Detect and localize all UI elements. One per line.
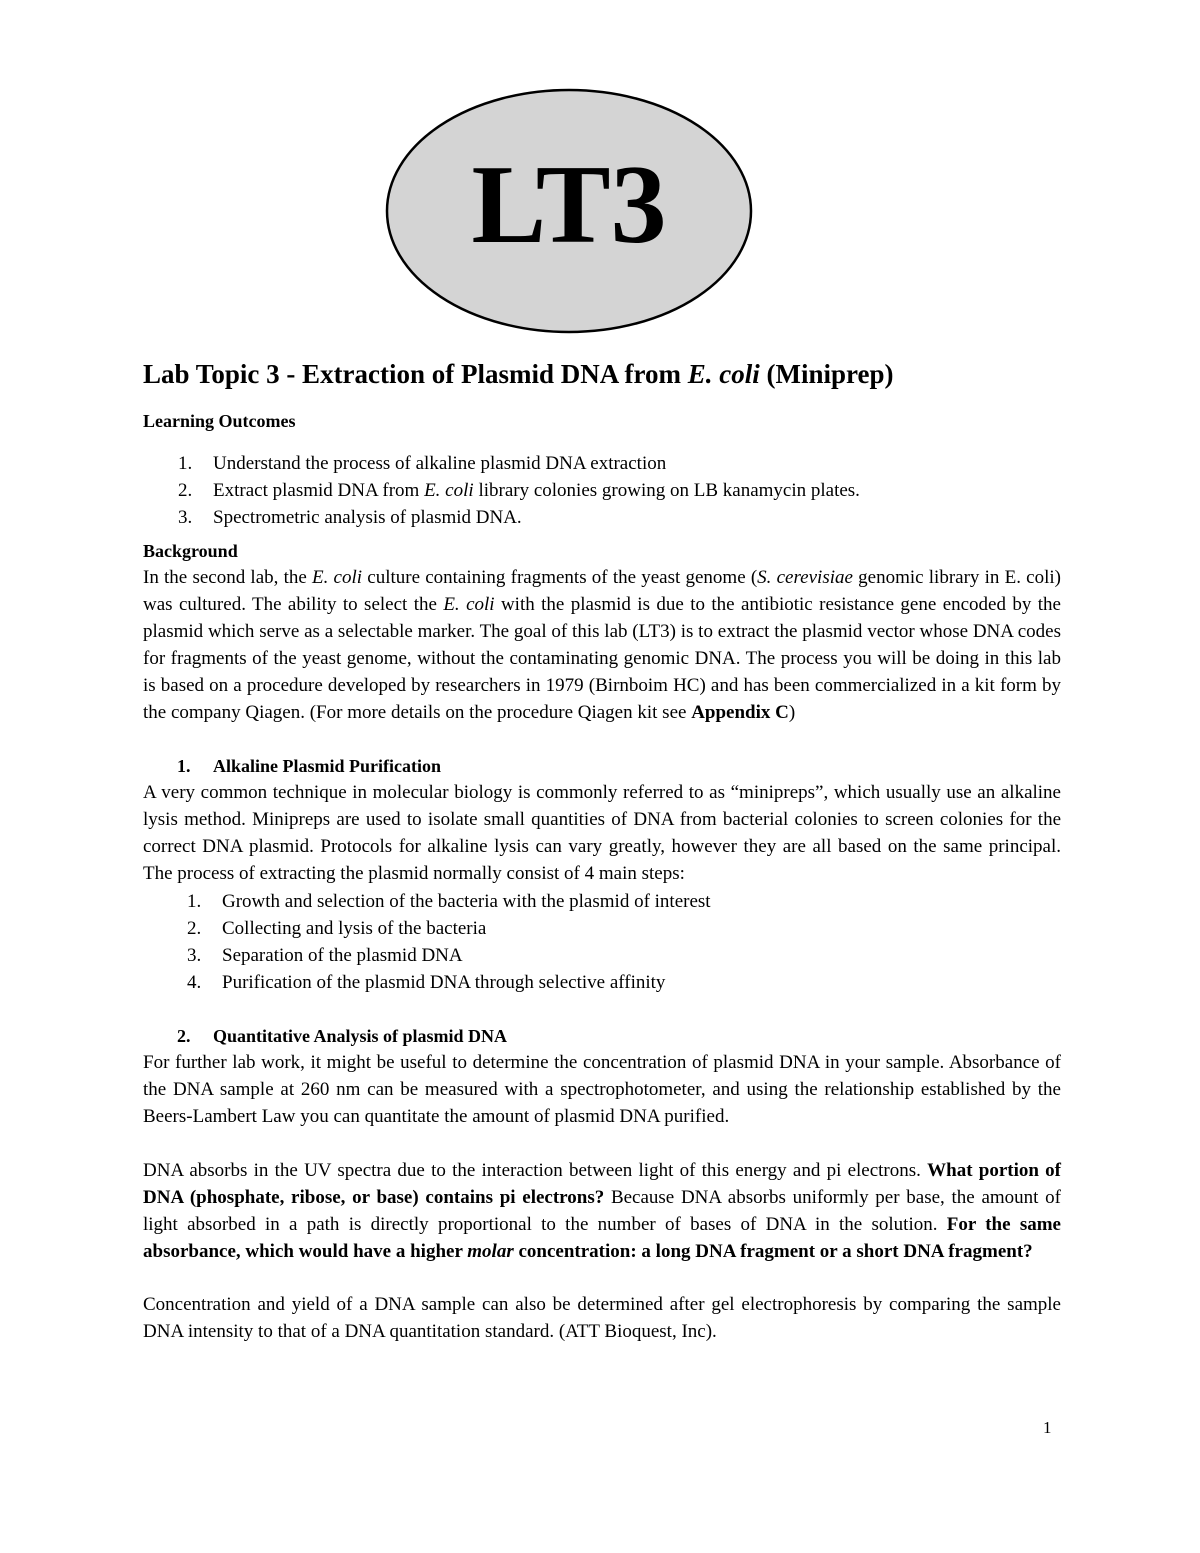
- list-item: 2. Extract plasmid DNA from E. coli library colonies growing on LB kanamycin plates.: [178, 480, 860, 501]
- background-paragraph: In the second lab, the E. coli culture containing fragments of the yeast genome (S. cerevisiae genomic library in E. coli) was cultured. The ability to select the E. coli with the plasmid is due to the antibiotic resistance gene encoded by the plasmid which serve as a selectable marker. The goal of this lab (LT3) is to extract the plasmid vector whose DNA codes for fragments of the yeast genome, without the contaminating genomic DNA. The process you will be doing in this lab is based on a procedure developed by researchers in 1979 (Birnboim HC) and has been commercialized in a kit form by the company Qiagen. (For more details on the procedure Qiagen kit see Appendix C): [143, 567, 1061, 723]
- section-2-paragraph-2: DNA absorbs in the UV spectra due to the interaction between light of this energy and pi electrons. What portion of DNA (phosphate, ribose, or base) contains pi electrons? Because DNA absorbs uniformly per base, the amount of light absorbed in a path is directly proportional to the number of bases of DNA in the solution. For the same absorbance, which would have a higher molar concentration: a long DNA fragment or a short DNA fragment?: [143, 1159, 1061, 1262]
- list-item: 3. Spectrometric analysis of plasmid DNA.: [178, 507, 522, 528]
- main-content: [143, 356, 1061, 1346]
- list-item: 1. Growth and selection of the bacteria with the plasmid of interest: [187, 891, 711, 913]
- learning-outcomes-heading: Learning Outcomes: [143, 411, 296, 431]
- section-2-heading: 2. Quantitative Analysis of plasmid DNA: [177, 1026, 508, 1047]
- page-title: Lab Topic 3 - Extraction of Plasmid DNA from E. coli (Miniprep): [143, 359, 894, 389]
- section-1-heading: 1. Alkaline Plasmid Purification: [177, 756, 442, 777]
- section-2-paragraph-3: Concentration and yield of a DNA sample can also be determined after gel electrophoresis by comparing the sample DNA intensity to that of a DNA quantitation standard. (ATT Bioquest, Inc).: [143, 1294, 1061, 1343]
- learning-outcomes-list: [143, 450, 1061, 531]
- section-1-paragraph: A very common technique in molecular biology is commonly referred to as “minipreps”, which usually use an alkaline lysis method. Minipreps are used to isolate small quantities of DNA from bacterial colonies to screen colonies for the correct DNA plasmid. Protocols for alkaline lysis can vary greatly, however they are all based on the same principal. The process of extracting the plasmid normally consist of 4 main steps:: [143, 782, 1061, 885]
- list-item: 1. Understand the process of alkaline plasmid DNA extraction: [178, 453, 667, 474]
- lt3-badge: [385, 88, 753, 334]
- list-item: 4. Purification of the plasmid DNA through selective affinity: [187, 972, 666, 994]
- page-number: 1: [1043, 1418, 1052, 1437]
- section-2-paragraph-1: For further lab work, it might be useful to determine the concentration of plasmid DNA in your sample. Absorbance of the DNA sample at 260 nm can be measured with a spectrophotometer, and using the relationship established by the Beers-Lambert Law you can quantitate the amount of plasmid DNA purified.: [143, 1052, 1061, 1127]
- badge-label: LT3: [471, 143, 667, 267]
- list-item: 3. Separation of the plasmid DNA: [187, 945, 463, 967]
- list-item: 2. Collecting and lysis of the bacteria: [187, 918, 487, 940]
- lt3-oval: [385, 88, 753, 334]
- background-heading: Background: [143, 541, 238, 561]
- extraction-steps-list: [143, 888, 1061, 996]
